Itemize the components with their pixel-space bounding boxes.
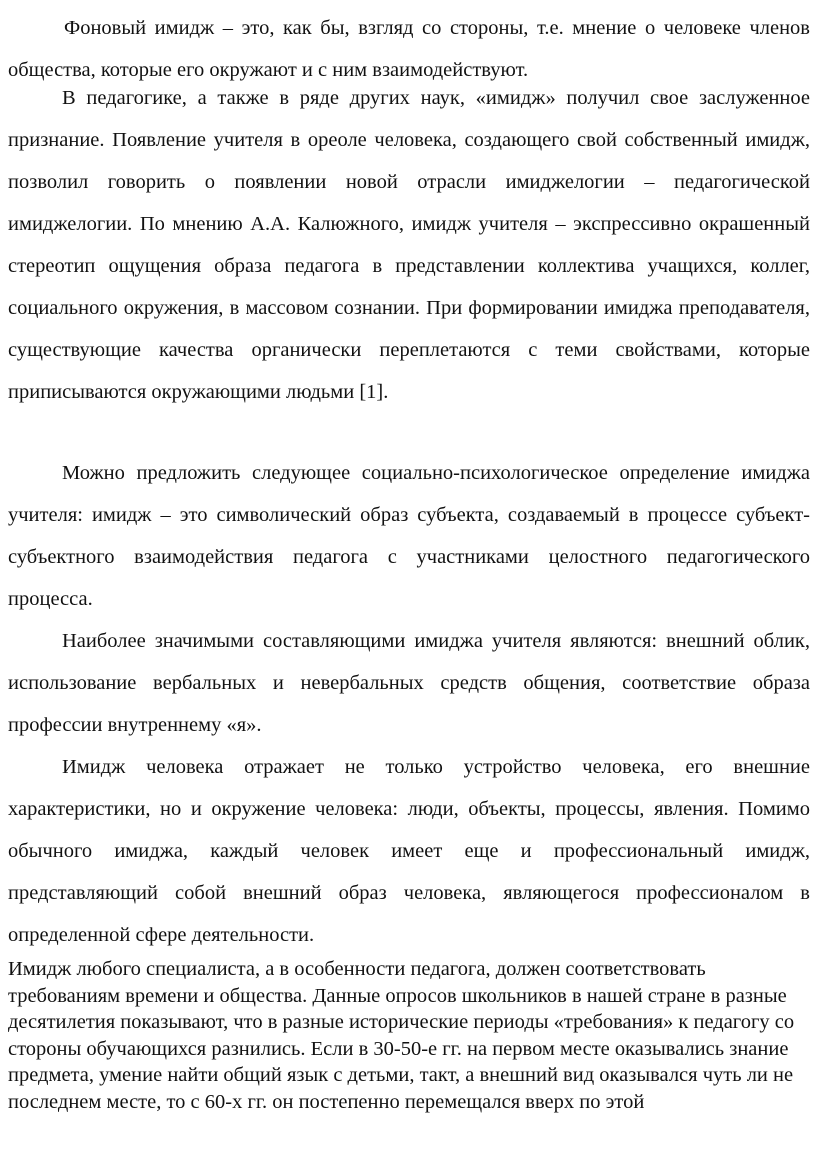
paragraph-background-image: Фоновый имидж – это, как бы, взгляд со стороны, т.е. мнение о человеке членов общества, которые его окружают и с ним взаимодействуют.: [8, 17, 810, 81]
paragraph-definition: Можно предложить следующее социально-психологическое определение имиджа учителя: имидж – это символический образ субъекта, создаваемый в процессе субъект-субъектного взаимодействия педагога с участниками целостного педагогического процесса.: [8, 462, 810, 610]
paragraph-pedagogy-image: В педагогике, а также в ряде других наук, «имидж» получил свое заслуженное признание. Появление учителя в ореоле человека, создающего свой собственный имидж, позволил говорить о появлении новой отрасли имиджелогии – педагогической имиджелогии. По мнению А.А. Калюжного, имидж учителя – экспрессивно окрашенный стереотип ощущения образа педагога в представлении коллектива учащихся, коллег, социального окружения, в массовом сознании. При формировании имиджа преподавателя, существующие качества органически переплетаются с теми свойствами, которые приписываются окружающими людьми [1].: [8, 87, 810, 403]
paragraph-components: Наиболее значимыми составляющими имиджа учителя являются: внешний облик, использование вербальных и невербальных средств общения, соответствие образа профессии внутреннему «я».: [8, 630, 810, 736]
paragraph-requirements: Имидж любого специалиста, а в особенности педагога, должен соответствовать требованиям времени и общества. Данные опросов школьников в нашей стране в разные десятилетия показывают, что в разные исторические периоды «требования» к педагогу со стороны обучающихся разнились. Если в 30-50-е гг. на первом месте оказывались знание предмета, умение найти общий язык с детьми, такт, а внешний вид оказывался чуть ли не последнем месте, то с 60-х гг. он постепенно перемещался вверх по этой: [8, 958, 795, 1113]
paragraph-professional-image: Имидж человека отражает не только устройство человека, его внешние характеристики, но и окружение человека: люди, объекты, процессы, явления. Помимо обычного имиджа, каждый человек имеет еще и профессиональный имидж, представляющий собой внешний образ человека, являющегося профессионалом в определенной сфере деятельности.: [8, 756, 810, 946]
